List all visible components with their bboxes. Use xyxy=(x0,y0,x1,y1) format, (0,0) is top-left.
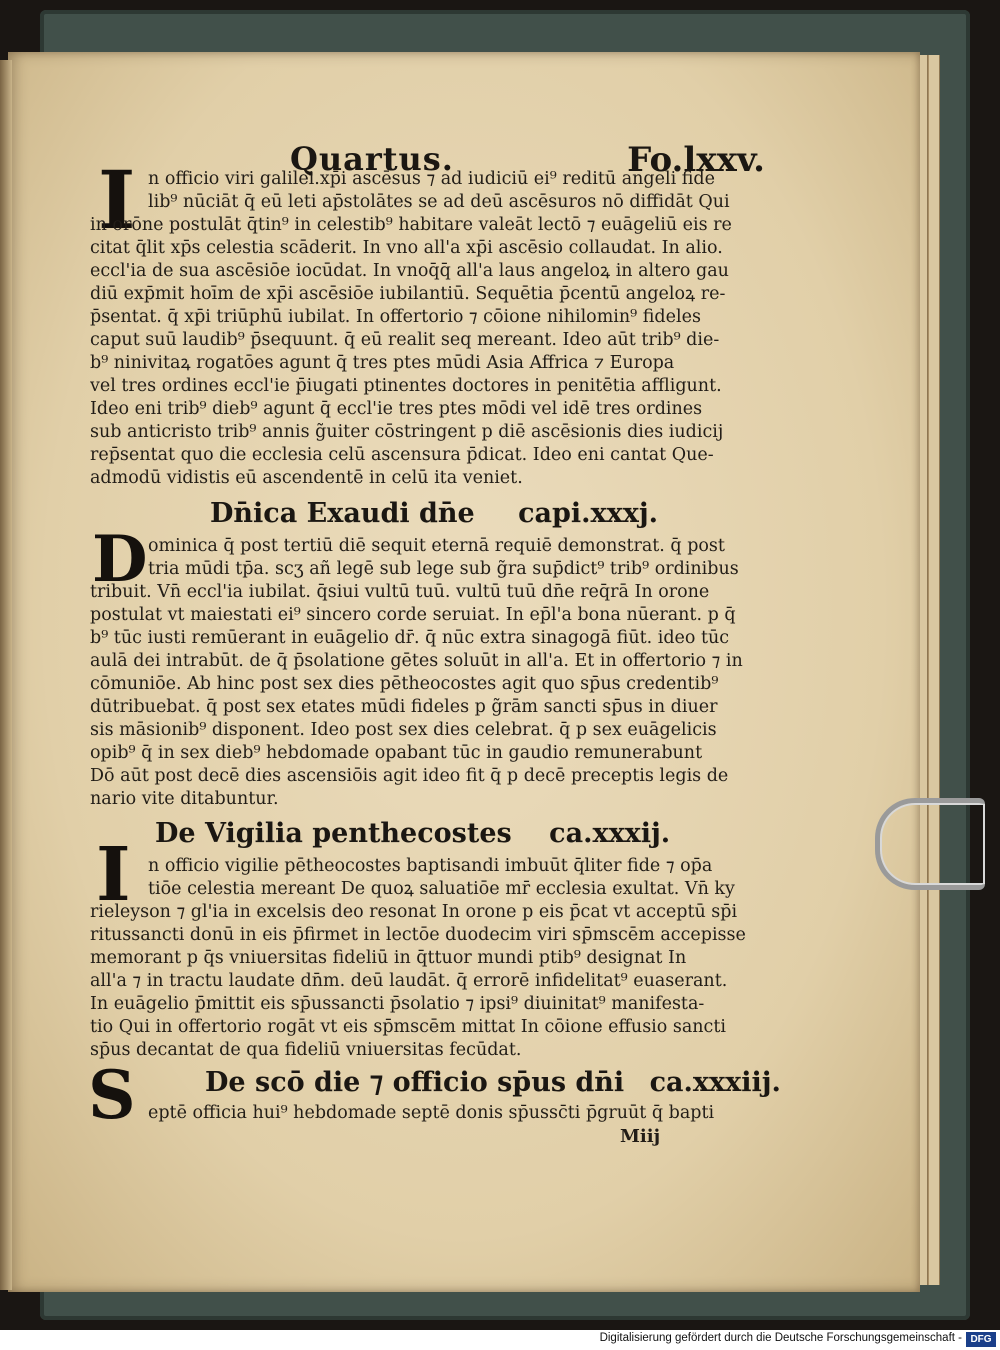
page-gutter xyxy=(0,60,12,1290)
text-line: citat q̄lit xp̄s celestia scāderit. In vno all'a xp̄i ascēsio collaudat. In alio. xyxy=(90,238,723,258)
dfg-logo: DFG xyxy=(966,1332,996,1347)
text-line: Dō aūt post decē dies ascensiōis agit ideo fit q̄ p decē preceptis legis de xyxy=(90,766,729,786)
chapter-heading-3 xyxy=(205,1064,781,1102)
text-line: ominica q̄ post tertiū diē sequit eternā requiē demonstrat. q̄ post xyxy=(148,536,725,556)
text-line: p̄sentat. q̄ xp̄i triūphū iubilat. In offertorio ⁊ cōione nihilomin⁹ fideles xyxy=(90,307,701,327)
text-line: tria mūdi tp̄a. scʒ añ legē sub lege sub g̃ra sup̄dict⁹ trib⁹ ordinibus xyxy=(148,559,739,579)
text-line: b⁹ tūc iusti remūerant in euāgelio dr̄. q̄ nūc extra sinagogā fiūt. ideo tūc xyxy=(90,628,730,648)
drop-cap-initial: D xyxy=(92,522,148,597)
text-line: admodū vidistis eū ascendentē in celū ita veniet. xyxy=(90,468,523,488)
text-line: sis māsionib⁹ disponent. Ideo post sex dies celebrat. q̄ p sex euāgelicis xyxy=(90,720,717,740)
header-left: Quartus. xyxy=(290,140,454,178)
text-line: eccl'ia de sua ascēsiōe iocūdat. In vnoq̄q̄ all'a laus angeloꝝ in altero gau xyxy=(90,261,729,281)
heading-chapter: ca.xxxiij. xyxy=(649,1067,781,1098)
text-line: nario vite ditabuntur. xyxy=(90,789,279,809)
drop-cap-initial: S xyxy=(88,1056,136,1134)
section-4-text xyxy=(148,1102,748,1125)
text-line: eptē officia hui⁹ hebdomade septē donis sp̄ussc̄ti p̄gruūt q̄ bapti xyxy=(148,1103,715,1123)
section-1-text xyxy=(90,168,760,490)
text-line: aulā dei intrabūt. de q̄ p̄solatione gētes soluūt in all'a. Et in offertorio ⁊ in xyxy=(90,651,743,671)
text-line: tio Qui in offertorio rogāt vt eis sp̄mscēm mittat In cōione effusio sancti xyxy=(90,1017,726,1037)
footer-bar xyxy=(0,1330,1000,1350)
text-line: tiōe celestia mereant De quoꝝ saluatiōe mr̄ ecclesia exultat. Vn̄ ky xyxy=(148,879,735,899)
text-line: postulat vt maiestati ei⁹ sincero corde seruiat. In ep̄l'a bona nūerant. p q̄ xyxy=(90,605,736,625)
heading-chapter: ca.xxxij. xyxy=(549,818,671,849)
text-line: rep̄sentat quo die ecclesia celū ascensura p̄dicat. Ideo eni cantat Que- xyxy=(90,445,714,465)
chapter-heading-2 xyxy=(155,815,675,853)
section-2-text xyxy=(90,535,760,811)
text-line: n officio vigilie pētheocostes baptisandi imbuūt q̄liter fide ⁊ op̄a xyxy=(148,856,713,876)
heading-title: De scō die ⁊ officio sp̄us dn̄i xyxy=(205,1067,625,1098)
section-3-text xyxy=(90,855,760,1062)
text-line: all'a ⁊ in tractu laudate dn̄m. deū laudāt. q̄ errorē infidelitat⁹ euaserant. xyxy=(90,971,728,991)
text-line: diū exp̄mit hoīm de xp̄i ascēsiōe iubilantiū. Sequētia p̄centū angeloꝝ re- xyxy=(90,284,726,304)
text-line: Ideo eni trib⁹ dieb⁹ agunt q̄ eccl'ie tres ptes mōdi vel idē tres ordines xyxy=(90,399,703,419)
text-line: in orōne postulāt q̄tin⁹ in celestib⁹ habitare valeāt lectō ⁊ euāgeliū eis re xyxy=(90,215,732,235)
text-line: memorant p q̄s vniuersitas fideliū in q̄ttuor mundi ptib⁹ designat In xyxy=(90,948,687,968)
text-line: opib⁹ q̄ in sex dieb⁹ hebdomade opabant tūc in gaudio remunerabunt xyxy=(90,743,703,763)
paper-clip xyxy=(875,798,985,890)
heading-chapter: capi.xxxj. xyxy=(518,498,659,529)
folio-number: Fo.lxxv. xyxy=(627,140,765,180)
text-line: vel tres ordines eccl'ie p̄iugati ptinentes doctores in penitētia affligunt. xyxy=(90,376,722,396)
text-line: sp̄us decantat de qua fideliū vniuersitas fecūdat. xyxy=(90,1040,522,1060)
text-line: In euāgelio p̄mittit eis sp̄ussancti p̄solatio ⁊ ipsi⁹ diuinitat⁹ manifesta- xyxy=(90,994,705,1014)
text-line: ritussancti donū in eis p̄firmet in lectōe duodecim viri sp̄mscēm accepisse xyxy=(90,925,746,945)
chapter-heading-1 xyxy=(210,495,670,533)
heading-title: De Vigilia penthecostes xyxy=(155,818,512,849)
text-line: n officio viri galilei.xp̄i ascēsus ⁊ ad iudiciū ei⁹ reditū angeli fide xyxy=(148,169,715,189)
signature-mark: Miij xyxy=(620,1126,661,1147)
text-line: tribuit. Vn̄ eccl'ia iubilat. q̄siui vultū tuū. vultū tuū dn̄e req̄rā In orone xyxy=(90,582,710,602)
text-line: b⁹ ninivitaꝝ rogatōes agunt q̄ tres ptes mūdi Asia Affrica ⁊ Europa xyxy=(90,353,675,373)
heading-title: Dn̄ica Exaudi dn̄e xyxy=(210,498,475,529)
text-line: caput suū laudib⁹ p̄sequunt. q̄ eū realit̄ seq mereant. Ideo aūt trib⁹ die- xyxy=(90,330,720,350)
drop-cap-initial: I xyxy=(98,153,136,247)
text-line: rieleyson ⁊ gl'ia in excelsis deo resonat In orone p eis p̄cat vt acceptū sp̄i xyxy=(90,902,738,922)
text-line: dūtribuebat. q̄ post sex etates mūdi fideles p g̃rām sancti sp̄us in diuer xyxy=(90,697,718,717)
funding-notice: Digitalisierung gefördert durch die Deutsche Forschungsgemeinschaft - xyxy=(599,1332,962,1344)
drop-cap-initial: I xyxy=(96,832,131,918)
text-line: sub anticristo trib⁹ annis g̃uiter cōstringent p diē ascēsionis dies iudicij xyxy=(90,422,724,442)
text-line: lib⁹ nūciāt q̄ eū leti ap̄stolātes se ad deū ascēsuros nō diffidāt Qui xyxy=(148,192,730,212)
text-line: cōmuniōe. Ab hinc post sex dies pētheocostes agit quo sp̄us credentib⁹ xyxy=(90,674,719,694)
